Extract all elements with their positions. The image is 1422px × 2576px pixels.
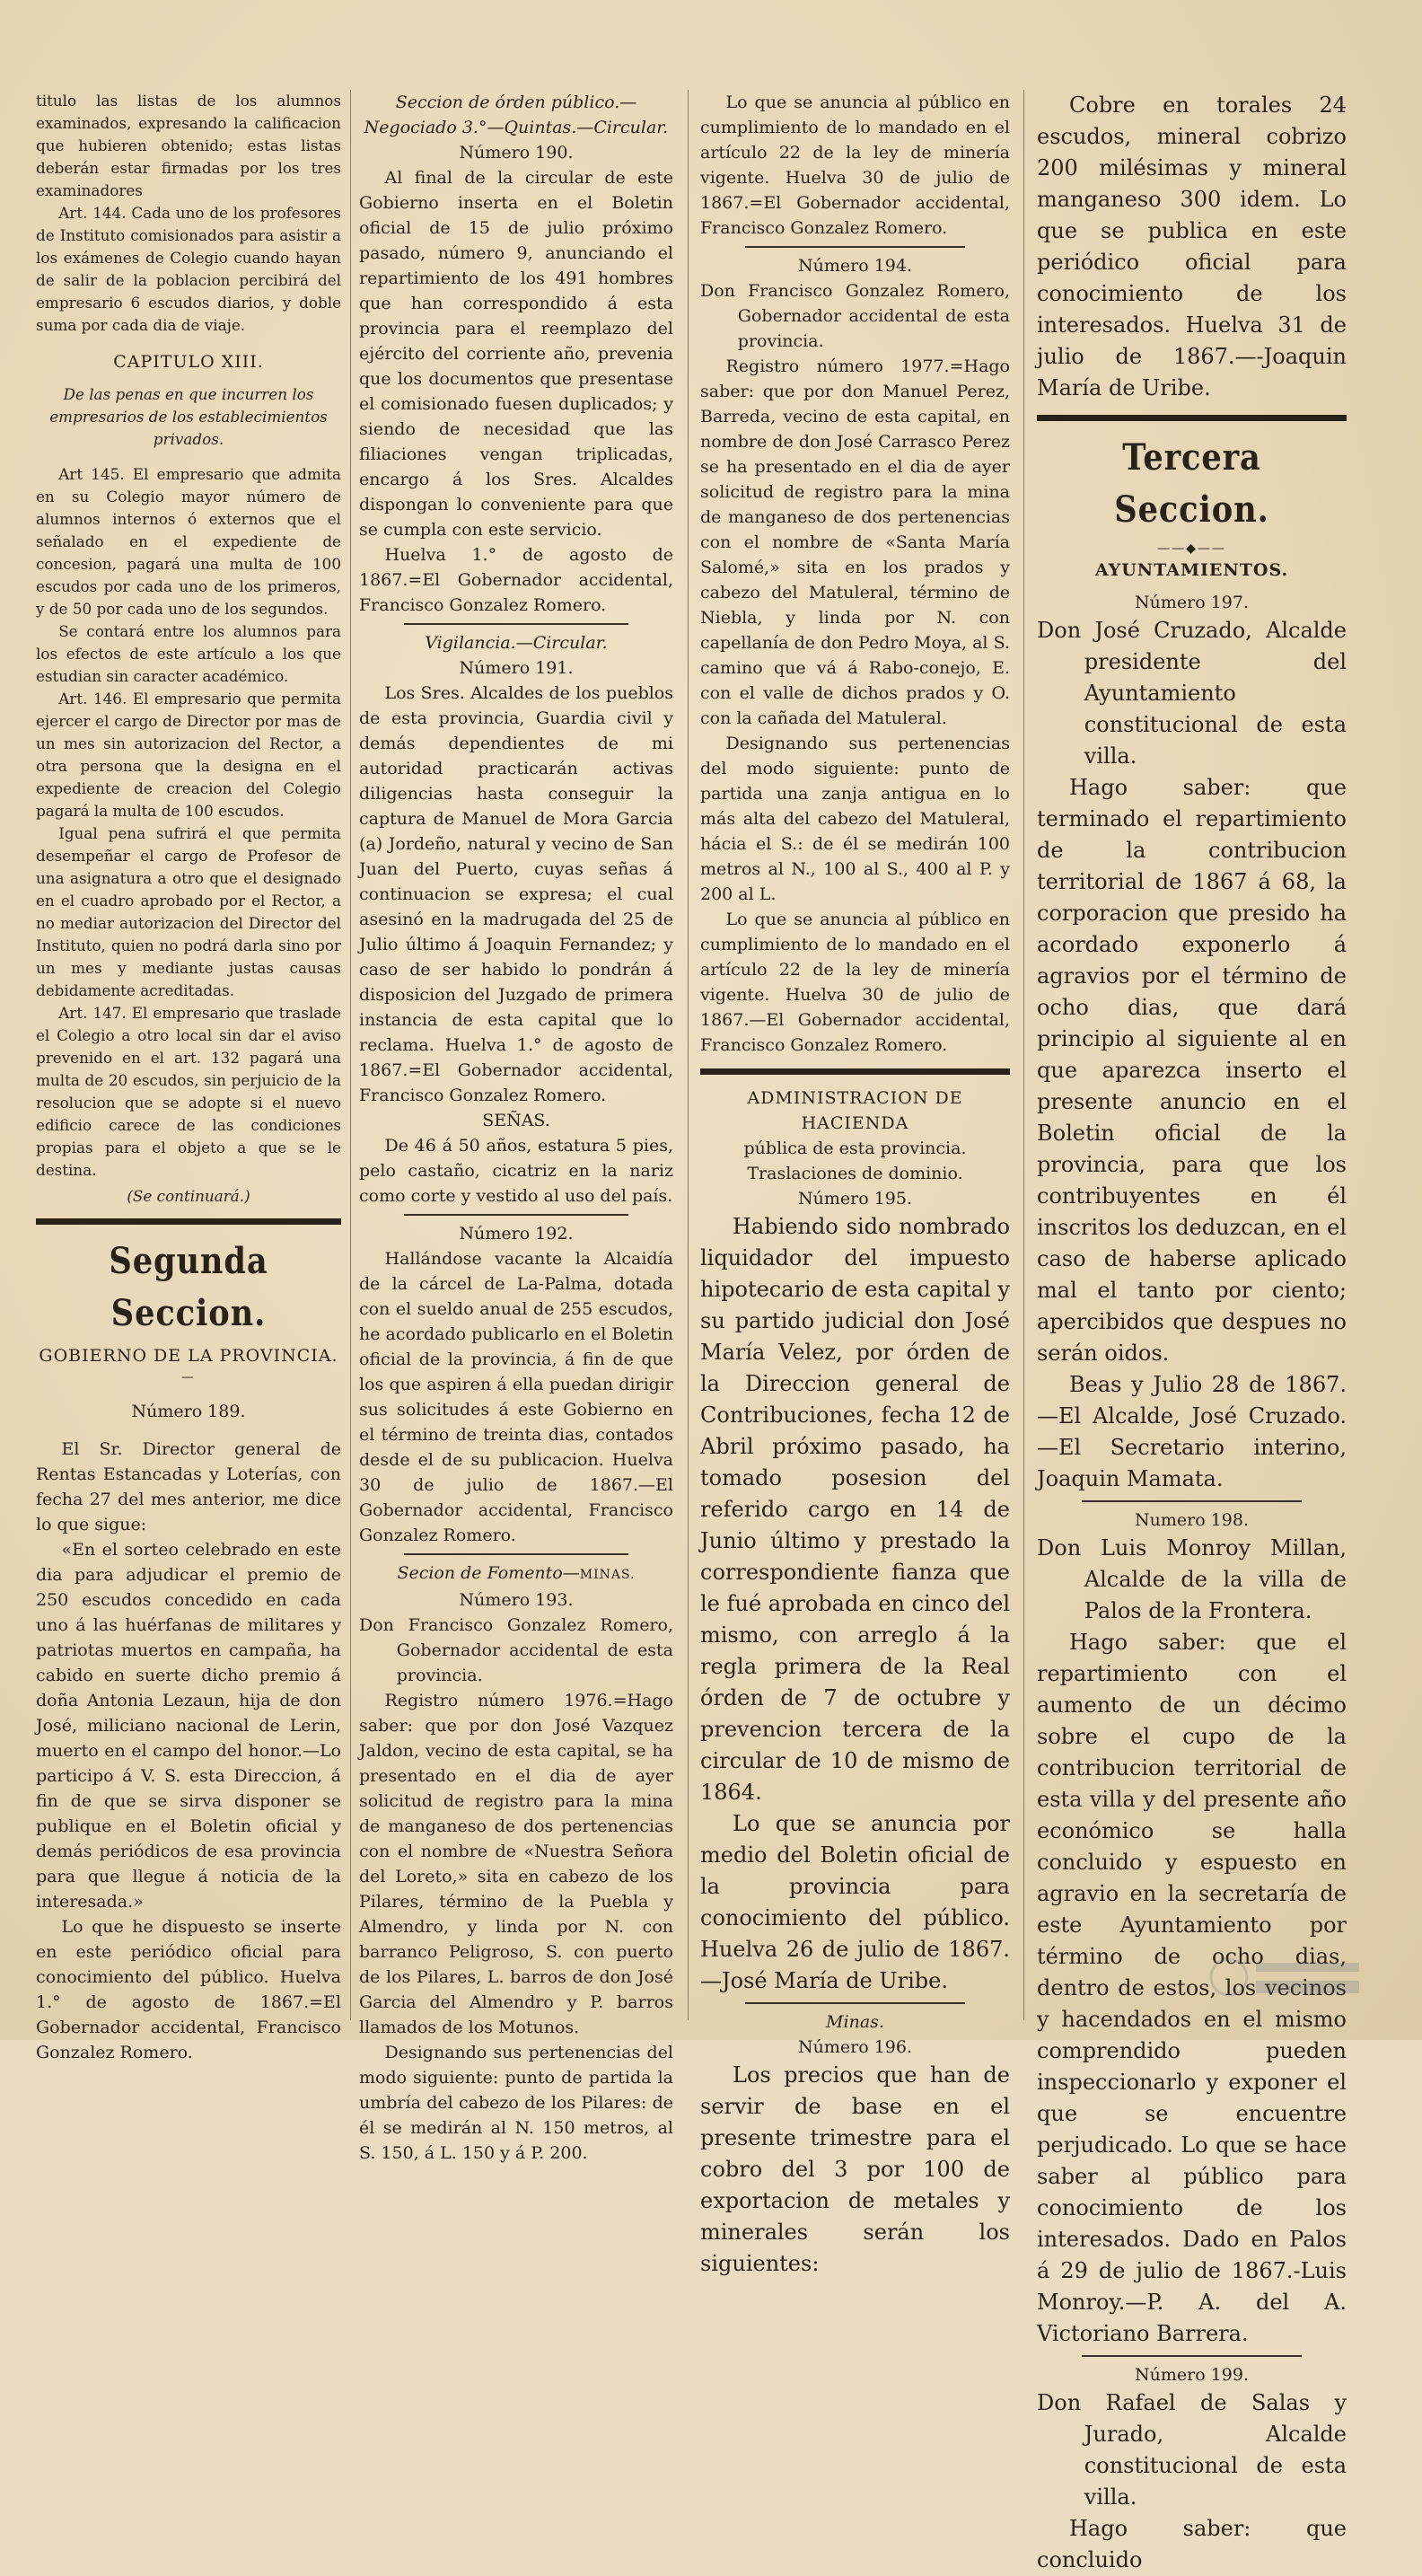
divider	[404, 623, 628, 625]
section-title-tercera: Tercera Seccion.	[1114, 436, 1269, 531]
paragraph: Hago saber: que terminado el repartimiento de la contribucion territorial de 1867 á 68, la corporacion que presido ha acordado exponerlo á agravios por el término de ocho dias, que dará principio al siguiente al en que aparezca inserto el presente anuncio en el Boletin oficial de la provincia, para que los contribuyentes en él inscritos los deduzcan, en el caso de haberse aplicado mal el tanto por ciento; apercibidos que despues no serán oidos.	[1037, 775, 1347, 1366]
paragraph: Se contará entre los alumnos para los efectos de este artículo a los que estudian sin caracter académico.	[36, 622, 341, 685]
department-heading: AYUNTAMIENTOS.	[1094, 560, 1289, 580]
article-147: Art. 147. El empresario que traslade el Colegio a otro local sin dar el aviso prevenido en el art. 132 pagará una multa de 20 escudos, sin perjuicio de la resolucion que se adopte si el nuevo edificio carece de las condiciones propias para el objeto a que se le destina.	[36, 1004, 341, 1179]
paragraph: Hago saber: que concluido	[1037, 2516, 1347, 2572]
paragraph: Registro número 1976.=Hago saber: que por don José Vazquez Jaldon, vecino de esta capital, se ha presentado en el dia de ayer solicitud de registro para la mina de manganeso de dos pertenencias con el nombre de «Nuestra Señora del Loreto,» sita en cabezo de los Pilares, término de la Puebla y Almendro, y linda por N. con barranco Peligroso, S. con puerto de los Pilares, L. barros de don José Garcia del Almendro y P. barros llamados de los Motunos.	[359, 1691, 673, 2037]
article-146: Art. 146. El empresario que permita ejercer el cargo de Director por mas de un mes sin autorizacion del Rector, a otra persona que la designa en el expediente de creacion del Colegio pagará la multa de 100 escudos.	[36, 690, 341, 820]
item-number: Número 189.	[131, 1402, 246, 1421]
item-number: Número 197.	[1135, 593, 1249, 612]
paragraph: Igual pena sufrirá el que permita desempeñar el cargo de Profesor de una asignatura a otro que el designado en el cuadro aprobado por el Rector, a no mediar autorizacion del Director del Instituto, quien no podrá darla sino por un mes y mediante justas causas debidamente acreditadas.	[36, 824, 341, 999]
paragraph: Los Sres. Alcaldes de los pueblos de esta provincia, Guardia civil y demás dependientes de mi autoridad practicarán activas diligencias hasta conseguir la captura de Manuel de Mora Garcia (a) Jordeño, natural y vecino de San Juan del Puerto, cuyas señas á continuacion se expresa; el cual asesinó en la madrugada del 25 de Julio último á Joaquin Fernandez; y caso de ser habido lo pondrán á disposicion del Juzgado de primera instancia de esta capital que lo reclama. Huelva 1.° de agosto de 1867.=El Gobernador accidental, Francisco Gonzalez Romero.	[359, 683, 673, 1105]
paragraph: Habiendo sido nombrado liquidador del impuesto hipotecario de esta capital y su partido judicial don José María Velez, por órden de la Direccion general de Contribuciones, fecha 12 de Abril próximo pasado, ha tomado posesion del referido cargo en 14 de Junio último y prestado la correspondiente fianza que le fué aprobada en cinco del mismo, con arreglo á la regla primera de la Real órden de 7 de octubre y prevencion tercera de la circular de 10 de mismo de 1864.	[700, 1214, 1010, 1805]
paragraph: Beas y Julio 28 de 1867. —El Alcalde, José Cruzado. —El Secretario interino, Joaquin Mamata.	[1037, 1372, 1347, 1491]
department-heading: GOBIERNO DE LA PROVINCIA.	[39, 1346, 338, 1366]
item-number: Número 193.	[459, 1590, 574, 1610]
column-divider	[350, 90, 351, 2020]
article-145: Art 145. El empresario que admita en su Colegio mayor número de alumnos internos ó externos que el señalado en el expediente de concesion, pagará una multa de 100 escudos por cada uno de los primeros, y de 50 por cada uno de los segundos.	[36, 465, 341, 618]
paragraph: titulo las listas de los alumnos examinados, expresando la calificacion que hubieren obtenido; estas listas deberán estar firmadas por los tres examinadores	[36, 92, 341, 199]
heading-senas: SEÑAS.	[482, 1111, 550, 1130]
paragraph: Don José Cruzado, Alcalde presidente del Ayuntamiento constitucional de esta villa.	[1037, 618, 1347, 769]
paragraph: De 46 á 50 años, estatura 5 pies, pelo castaño, cicatriz en la nariz como corte y vestido al uso del país.	[359, 1136, 673, 1206]
section-title-segunda: Segunda Seccion.	[109, 1240, 268, 1334]
section-rule	[1037, 415, 1347, 421]
article-144: Art. 144. Cada uno de los profesores de Instituto comisionados para asistir a los exámenes de Colegio cuando hayan de salir de la poblacion percibirá del empresario 6 escudos diarios, y doble suma por cada dia de viaje.	[36, 204, 341, 334]
column-divider	[688, 90, 689, 2020]
paragraph: Al final de la circular de este Gobierno inserta en el Boletin oficial de 15 de julio próximo pasado, número 9, anunciando el repartimiento de los 491 hombres que han correspondido á esta provincia para el reemplazo del ejército del corriente año, prevenia que los documentos que presentase el comisionado fuesen duplicados; y siendo de necesidad que las filiaciones vengan triplicadas, encargo á los Sres. Alcaldes dispongan lo conveniente para que se cumpla con este servicio.	[359, 168, 673, 540]
paragraph: Don Luis Monroy Millan, Alcalde de la villa de Palos de la Frontera.	[1037, 1535, 1347, 1623]
divider	[404, 1214, 628, 1216]
item-number: Numero 198.	[1135, 1510, 1249, 1530]
divider	[1082, 2355, 1302, 2357]
subsection-heading-part: Secion de Fomento—	[397, 1563, 580, 1583]
item-number: Número 195.	[798, 1189, 912, 1209]
divider	[745, 246, 965, 248]
item-number: Número 194.	[798, 256, 912, 276]
department-heading: ADMINISTRACION DE HACIENDA	[747, 1088, 963, 1133]
chapter-subheading: De las penas en que incurren los empresarios de los establecimientos privados.	[49, 385, 328, 448]
subsection-heading	[359, 1561, 673, 1587]
paragraph: Hallándose vacante la Alcaidía de la cárcel de La-Palma, dotada con el sueldo anual de 255 escudos, he acordado publicarlo en el Boletin oficial de la provincia, á fin de que los que aspiren á ella puedan dirigir sus solicitudes á este Gobierno en el término de treinta dias, contados desde el de su publicacion. Huelva 30 de julio de 1867.—El Gobernador accidental, Francisco Gonzalez Romero.	[359, 1249, 674, 1545]
item-number: Número 191.	[459, 658, 574, 678]
paragraph: Don Francisco Gonzalez Romero, Gobernador accidental de esta provincia.	[700, 281, 1010, 351]
paragraph: Hago saber: que el repartimiento con el aumento de un décimo sobre el cupo de la contribucion territorial de esta villa y del presente año económico se halla concluido y espuesto en agravio en la secretaría de este Ayuntamiento por término de ocho dias, dentro de estos, los vecinos y hacendados en el mismo comprendido pueden inspeccionarlo y exponer el que se encuentre perjudicado. Lo que se hace saber al público para conocimiento de los interesados. Dado en Palos á 29 de julio de 1867.-Luis Monroy.—P. A. del A. Victoriano Barrera.	[1037, 1630, 1347, 2346]
divider	[404, 1553, 628, 1555]
paragraph: Huelva 1.° de agosto de 1867.=El Gobernador accidental, Francisco Gonzalez Romero.	[359, 545, 673, 615]
item-number: Número 192.	[459, 1224, 574, 1244]
section-rule	[700, 1068, 1010, 1075]
paragraph: Designando sus pertenencias del modo siguiente: punto de partida la umbría del cabezo de los Pilares: de él se medirán al N. 150 metros, al S. 150, á L. 150 y á P. 200.	[359, 2043, 673, 2163]
subsection-heading: Seccion de órden público.—Negociado 3.°—Quintas.—Circular.	[364, 92, 669, 137]
archive-watermark-icon	[1207, 1950, 1368, 2004]
column-4	[1037, 90, 1347, 2572]
paragraph: Don Francisco Gonzalez Romero, Gobernador accidental de esta provincia.	[359, 1615, 673, 1685]
paragraph: «En el sorteo celebrado en este dia para adjudicar el premio de 250 escudos concedido en cada uno á las huérfanas de militares y patriotas muertos en campaña, ha cabido en suerte dicho premio á doña Antonia Lezaun, hija de don José, miliciano nacional de Lerin, muerto en el campo del honor.—Lo participo á V. S. esta Direccion, á fin de que se sirva disponer se publique en el Boletin oficial y demás periódicos de esa provincia para que llegue á noticia de la interesada.»	[36, 1540, 341, 1912]
paragraph: Lo que se anuncia por medio del Boletin oficial de la provincia para conocimiento del público. Huelva 26 de julio de 1867.—José María de Uribe.	[700, 1811, 1010, 1993]
paragraph: Lo que se anuncia al público en cumplimiento de lo mandado en el artículo 22 de la ley de minería vigente. Huelva 30 de julio de 1867.—El Gobernador accidental, Francisco Gonzalez Romero.	[700, 910, 1010, 1055]
column-2	[359, 90, 674, 2163]
subsection-heading: Minas.	[826, 2012, 884, 2032]
section-rule	[36, 1218, 341, 1225]
paragraph: Lo que se anuncia al público en cumplimiento de lo mandado en el artículo 22 de la ley de minería vigente. Huelva 30 de julio de 1867.=El Gobernador accidental, Francisco Gonzalez Romero.	[700, 92, 1010, 238]
department-subheading: pública de esta provincia.	[743, 1139, 967, 1158]
divider	[745, 2002, 965, 2004]
column-3	[700, 90, 1010, 2276]
paragraph: Don Rafael de Salas y Jurado, Alcalde constitucional de esta villa.	[1037, 2390, 1347, 2510]
paragraph: El Sr. Director general de Rentas Estancadas y Loterías, con fecha 27 del mes anterior, me dice lo que sigue:	[36, 1439, 341, 1534]
item-number: Número 199.	[1135, 2365, 1249, 2385]
paragraph: Los precios que han de servir de base en el presente trimestre para el cobro del 3 por 100 de exportacion de metales y minerales serán los siguientes:	[700, 2062, 1010, 2276]
column-divider	[1023, 90, 1024, 2020]
paragraph: Designando sus pertenencias del modo siguiente: punto de partida una zanja antigua en lo más alta del cabezo del Matuleral, hácia el S.: de él se medirán 100 metros al N., 100 al S., 400 al P. y 200 al L.	[700, 734, 1010, 904]
paragraph: Lo que he dispuesto se inserte en este periódico oficial para conocimiento del público. Huelva 1.° de agosto de 1867.=El Gobernador accidental, Francisco Gonzalez Romero.	[36, 1917, 341, 2062]
divider	[1082, 1500, 1302, 1502]
ornament: ——◆——	[1157, 541, 1226, 556]
item-number: Número 196.	[798, 2037, 912, 2057]
continuation-note: (Se continuará.)	[127, 1187, 250, 1205]
column-1	[36, 90, 341, 2062]
ornament-dash: —	[181, 1370, 196, 1385]
paragraph: Registro número 1977.=Hago saber: que por don Manuel Perez, Barreda, vecino de esta capital, en nombre de don José Carrasco Perez se ha presentado en el dia de ayer solicitud de registro para la mina de manganeso de dos pertenencias con el nombre de «Santa María Salomé,» sita en los prados y cabezo del Matuleral, término de Niebla, y linda por N. con capellanía de don Pedro Moya, al S. camino que vá á Rabo-conejo, E. con el valle de dichos prados y O. con la cañada del Matuleral.	[700, 356, 1010, 728]
department-subheading: Traslaciones de dominio.	[747, 1164, 963, 1183]
item-number: Número 190.	[459, 143, 574, 163]
chapter-heading: CAPITULO XIII.	[113, 352, 264, 372]
paragraph: Cobre en torales 24 escudos, mineral cobrizo 200 milésimas y mineral manganeso 300 idem. Lo que se publica en este periódico oficial para conocimiento de los interesados. Huelva 31 de julio de 1867.—-Joaquin María de Uribe.	[1037, 92, 1347, 400]
subsection-heading: Vigilancia.—Circular.	[425, 633, 608, 653]
subsection-heading-part: MINAS.	[579, 1568, 636, 1582]
